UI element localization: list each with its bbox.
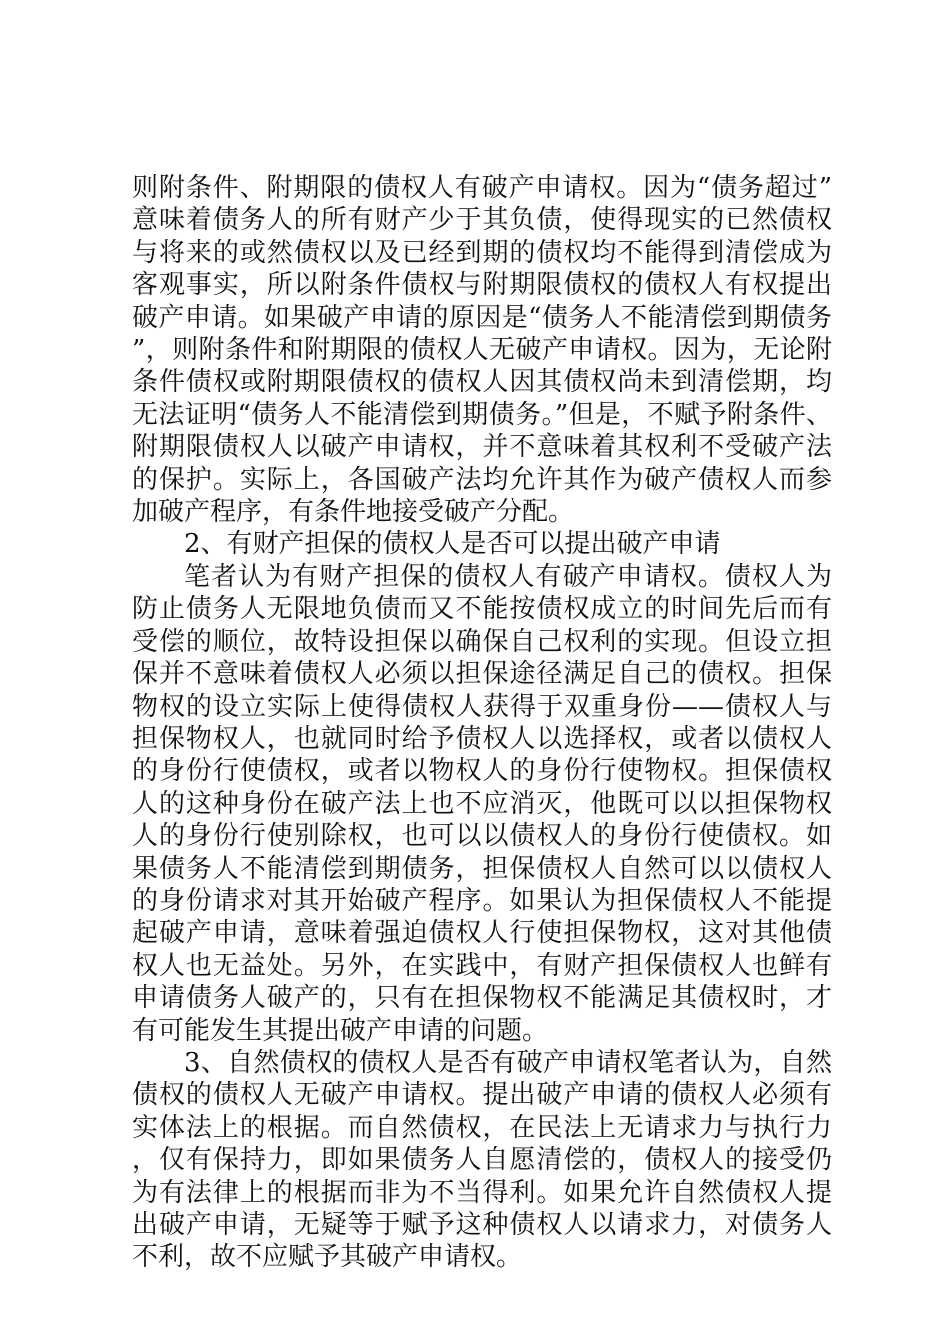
paragraph-secured-creditor: 笔者认为有财产担保的债权人有破产申请权。债权人为防止债务人无限地负债而又不能按债权成立的时间先后而有受偿的顺位，故特设担保以确保自己权利的实现。但设立担保并不意味着债权人必须以担保途径满足自己的债权。担保物权的设立实际上使得债权人获得于双重身份——债权人与担保物权人，也就同时给予债权人以选择权，或者以债权人的身份行使债权，或者以物权人的身份行使物权。担保债权人的这种身份在破产法上也不应消灭，他既可以以担保物权人的身份行使别除权，也可以以债权人的身份行使债权。如果债务人不能清偿到期债务，担保债权人自然可以以债权人的身份请求对其开始破产程序。如果认为担保债权人不能提起破产申请，意味着强迫债权人行使担保物权，这对其他债权人也无益处。另外，在实践中，有财产担保债权人也鲜有申请债务人破产的，只有在担保物权不能满足其债权时，才有可能发生其提出破产申请的问题。	[132, 561, 832, 1046]
body-text	[132, 172, 832, 1274]
paragraph-natural-obligation: 3、自然债权的债权人是否有破产申请权笔者认为，自然债权的债权人无破产申请权。提出破产申请的债权人必须有实体法上的根据。而自然债权，在民法上无请求力与执行力，仅有保持力，即如果债务人自愿清偿的，债权人的接受仍为有法律上的根据而非为不当得利。如果允许自然债权人提出破产申请，无疑等于赋予这种债权人以请求力，对债务人不利，故不应赋予其破产申请权。	[132, 1047, 832, 1273]
section-heading-2: 2、有财产担保的债权人是否可以提出破产申请	[184, 529, 721, 560]
paragraph-continuation: 则附条件、附期限的债权人有破产申请权。因为“债务超过”意味着债务人的所有财产少于其负债，使得现实的已然债权与将来的或然债权以及已经到期的债权均不能得到清偿成为客观事实，所以附条件债权与附期限债权的债权人有权提出破产申请。如果破产申请的原因是“债务人不能清偿到期债务”，则附条件和附期限的债权人无破产申请权。因为，无论附条件债权或附期限债权的债权人因其债权尚未到清偿期，均无法证明“债务人不能清偿到期债务。”但是，不赋予附条件、附期限债权人以破产申请权，并不意味着其权利不受破产法的保护。实际上，各国破产法均允许其作为破产债权人而参加破产程序，有条件地接受破产分配。	[132, 173, 832, 528]
